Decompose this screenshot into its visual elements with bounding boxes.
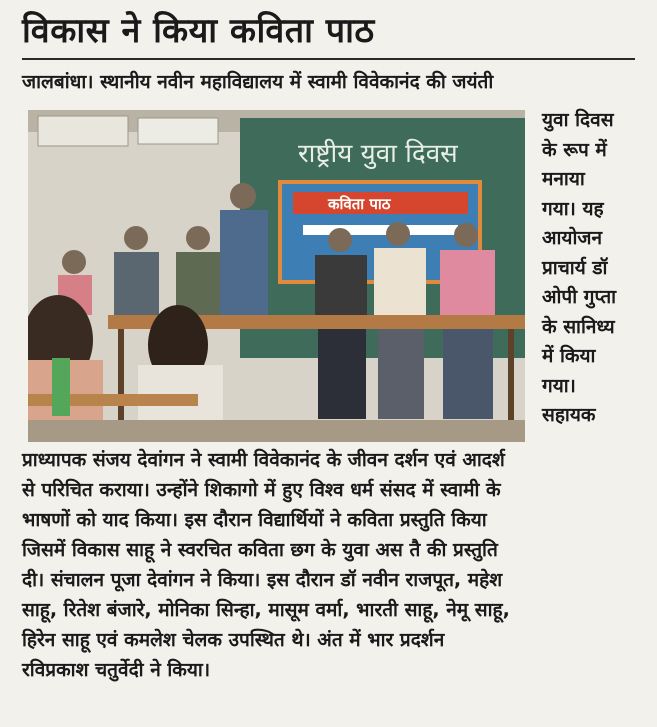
headline-rule [22,58,635,60]
side-line: गया। [542,374,576,397]
side-line: मनाया [542,168,585,190]
headline: विकास ने किया कविता पाठ [22,11,375,51]
body-line: साहू, रितेश बंजारे, मोनिका सिन्हा, मासूम वर्मा, भारती साहू, नेमू साहू, [22,599,510,621]
body-line: हिरेन साहू एवं कमलेश चेलक उपस्थित थे। अंत में भार प्रदर्शन [22,629,445,651]
news-photo [28,110,525,442]
body-line: जिसमें विकास साहू ने स्वरचित कविता छग के युवा अस तै की प्रस्तुति [22,539,498,561]
side-line: के सानिध्य [542,315,615,338]
body-line: रविप्रकाश चतुर्वेदी ने किया। [22,659,211,681]
side-line: के रूप में [542,138,607,161]
side-line: में किया [542,345,596,367]
lead-line: जालबांधा। स्थानीय नवीन महाविद्यालय में स्वामी विवेकानंद की जयंती [22,71,494,93]
board-text: राष्ट्रीय युवा दिवस [298,139,458,169]
side-line: गया। यह [542,197,604,220]
side-line: युवा दिवस [542,109,614,131]
side-line: प्राचार्य डॉ [542,256,608,279]
body-line: दी। संचालन पूजा देवांगन ने किया। इस दौरान डॉ नवीन राजपूत, महेश [22,569,503,591]
speaker [220,210,268,320]
body-line: से परिचित कराया। उन्होंने शिकागो में हुए विश्व धर्म संसद में स्वामी के [22,479,501,501]
side-line: सहायक [542,404,596,426]
side-column [542,106,654,431]
article-body [22,445,644,685]
body-line: भाषणों को याद किया। इस दौरान विद्यार्थियों ने कविता प्रस्तुति किया [22,509,487,531]
body-line: प्राध्यापक संजय देवांगन ने स्वामी विवेकानंद के जीवन दर्शन एवं आदर्श [22,449,505,471]
banner-text: कविता पाठ [328,195,391,213]
bottle [52,358,70,416]
side-line: ओपी गुप्ता [542,286,617,308]
side-line: आयोजन [542,227,603,249]
